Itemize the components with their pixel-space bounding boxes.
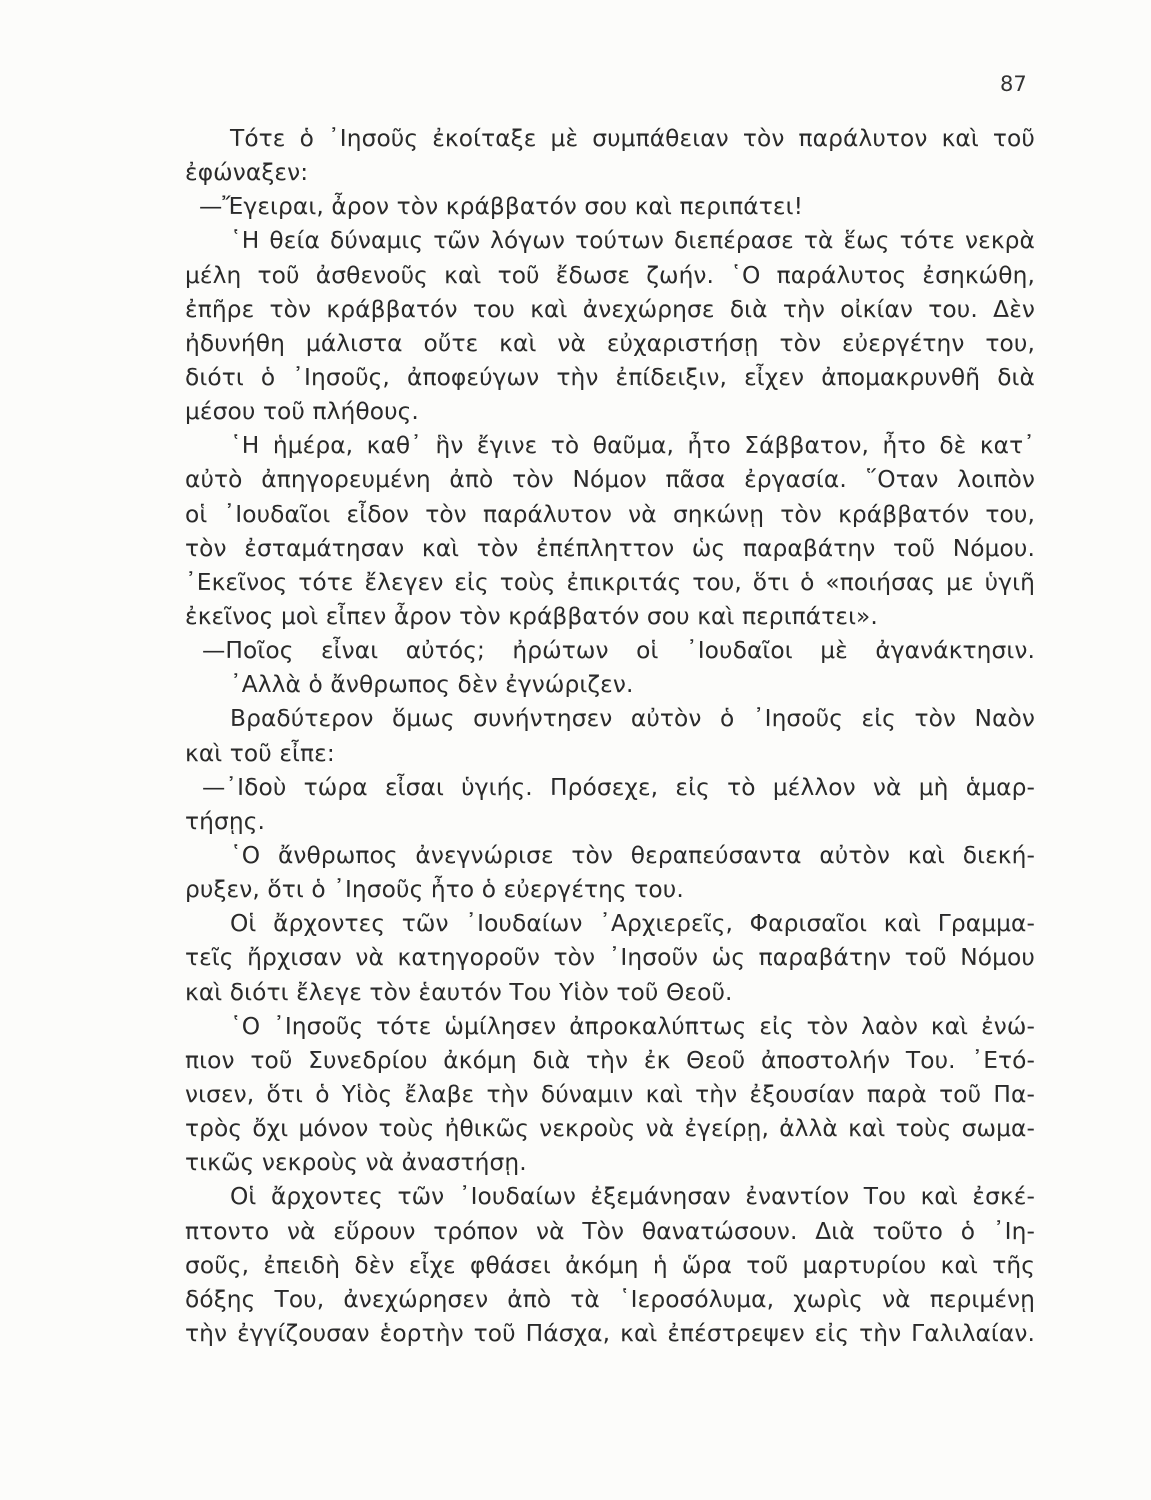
text-line: πιον τοῦ Συνεδρίου ἀκόμη διὰ τὴν ἐκ Θεοῦ ἀποστολήν Του. ᾿Ετό- [185, 1046, 1035, 1074]
text-line: ᾿Εκεῖνος τότε ἔλεγεν εἰς τοὺς ἐπικριτάς του, ὅτι ὁ «ποιήσας με ὑγιῆ [185, 568, 1035, 596]
text-line: ῾Η ἡμέρα, καθ᾿ ἣν ἔγινε τὸ θαῦμα, ἦτο Σάββατον, ἦτο δὲ κατ᾿ [230, 432, 1035, 460]
text-line: ἠδυνήθη μάλιστα οὔτε καὶ νὰ εὐχαριστήσῃ τὸν εὐεργέτην του, [185, 329, 1035, 357]
text-line: τικῶς νεκροὺς νὰ ἀναστήσῃ. [185, 1149, 527, 1177]
text-line: τρὸς ὄχι μόνον τοὺς ἠθικῶς νεκροὺς νὰ ἐγείρῃ, ἀλλὰ καὶ τοὺς σωμα- [185, 1115, 1035, 1143]
text-line: μέλη τοῦ ἀσθενοῦς καὶ τοῦ ἔδωσε ζωήν. ῾Ο παράλυτος ἐσηκώθη, [185, 261, 1035, 289]
text-line: αὐτὸ ἀπηγορευμένη ἀπὸ τὸν Νόμον πᾶσα ἐργασία. ῞Οταν λοιπὸν [185, 466, 1035, 494]
text-line: Βραδύτερον ὅμως συνήντησεν αὐτὸν ὁ ᾿Ιησοῦς εἰς τὸν Ναὸν [230, 705, 1035, 733]
text-line: Οἱ ἄρχοντες τῶν ᾿Ιουδαίων ᾿Αρχιερεῖς, Φαρισαῖοι καὶ Γραμμα- [230, 910, 1035, 938]
text-line: Οἱ ἄρχοντες τῶν ᾿Ιουδαίων ἐξεμάνησαν ἐναντίον Του καὶ ἐσκέ- [230, 1183, 1035, 1211]
text-line: ῾Η θεία δύναμις τῶν λόγων τούτων διεπέρασε τὰ ἕως τότε νεκρὰ [230, 227, 1035, 255]
text-line: —Ἔγειραι, ἆρον τὸν κράββατόν σου καὶ περιπάτει! [199, 193, 804, 221]
text-line: τὸν ἐσταμάτησαν καὶ τὸν ἐπέπληττον ὡς παραβάτην τοῦ Νόμου. [185, 534, 1035, 562]
text-line: μέσου τοῦ πλήθους. [185, 398, 419, 426]
text-line: ἐπῆρε τὸν κράββατόν του καὶ ἀνεχώρησε διὰ τὴν οἰκίαν του. Δὲν [185, 295, 1035, 323]
text-line: καὶ τοῦ εἶπε: [185, 739, 335, 767]
text-line: τεῖς ἤρχισαν νὰ κατηγοροῦν τὸν ᾿Ιησοῦν ὡς παραβάτην τοῦ Νόμου [185, 944, 1035, 972]
text-line: διότι ὁ ᾿Ιησοῦς, ἀποφεύγων τὴν ἐπίδειξιν, εἶχεν ἀπομακρυνθῆ διὰ [185, 363, 1035, 391]
text-line: σοῦς, ἐπειδὴ δὲν εἶχε φθάσει ἀκόμη ἡ ὥρα τοῦ μαρτυρίου καὶ τῆς [185, 1251, 1035, 1279]
text-line: —᾿Ιδοὺ τώρα εἶσαι ὑγιής. Πρόσεχε, εἰς τὸ μέλλον νὰ μὴ ἁμαρ- [202, 773, 1035, 801]
text-line: νισεν, ὅτι ὁ Υἱὸς ἔλαβε τὴν δύναμιν καὶ τὴν ἐξουσίαν παρὰ τοῦ Πα- [185, 1080, 1035, 1108]
text-line: πτοντο νὰ εὕρουν τρόπον νὰ Τὸν θανατώσουν. Διὰ τοῦτο ὁ ᾿Ιη- [185, 1217, 1035, 1245]
text-line: ἐφώναξεν: [185, 159, 309, 187]
page-number: 87 [1000, 72, 1027, 96]
text-line: δόξης Του, ἀνεχώρησεν ἀπὸ τὰ ῾Ιεροσόλυμα, χωρὶς νὰ περιμένῃ [185, 1285, 1035, 1313]
text-line: καὶ διότι ἔλεγε τὸν ἑαυτόν Του Υἱὸν τοῦ Θεοῦ. [185, 978, 733, 1006]
text-line: τήσῃς. [185, 807, 266, 835]
text-line: ἐκεῖνος μοὶ εἶπεν ἆρον τὸν κράββατόν σου καὶ περιπάτει». [185, 602, 878, 630]
text-line: οἱ ᾿Ιουδαῖοι εἶδον τὸν παράλυτον νὰ σηκώνῃ τὸν κράββατόν του, [185, 500, 1035, 528]
text-line: τὴν ἐγγίζουσαν ἑορτὴν τοῦ Πάσχα, καὶ ἐπέστρεψεν εἰς τὴν Γαλιλαίαν. [185, 1319, 1035, 1347]
text-line: —Ποῖος εἶναι αὐτός; ἠρώτων οἱ ᾿Ιουδαῖοι μὲ ἀγανάκτησιν. [202, 637, 1035, 665]
text-line: ῾Ο ᾿Ιησοῦς τότε ὡμίλησεν ἀπροκαλύπτως εἰς τὸν λαὸν καὶ ἐνώ- [230, 1012, 1035, 1040]
text-line: ῾Ο ἄνθρωπος ἀνεγνώρισε τὸν θεραπεύσαντα αὐτὸν καὶ διεκή- [230, 841, 1035, 869]
text-line: Τότε ὁ ᾿Ιησοῦς ἐκοίταξε μὲ συμπάθειαν τὸν παράλυτον καὶ τοῦ [230, 125, 1035, 152]
text-line: ρυξεν, ὅτι ὁ ᾿Ιησοῦς ἦτο ὁ εὐεργέτης του. [185, 876, 684, 904]
text-line: ᾿Αλλὰ ὁ ἄνθρωπος δὲν ἐγνώριζεν. [230, 671, 634, 699]
body-text [185, 122, 1035, 1351]
